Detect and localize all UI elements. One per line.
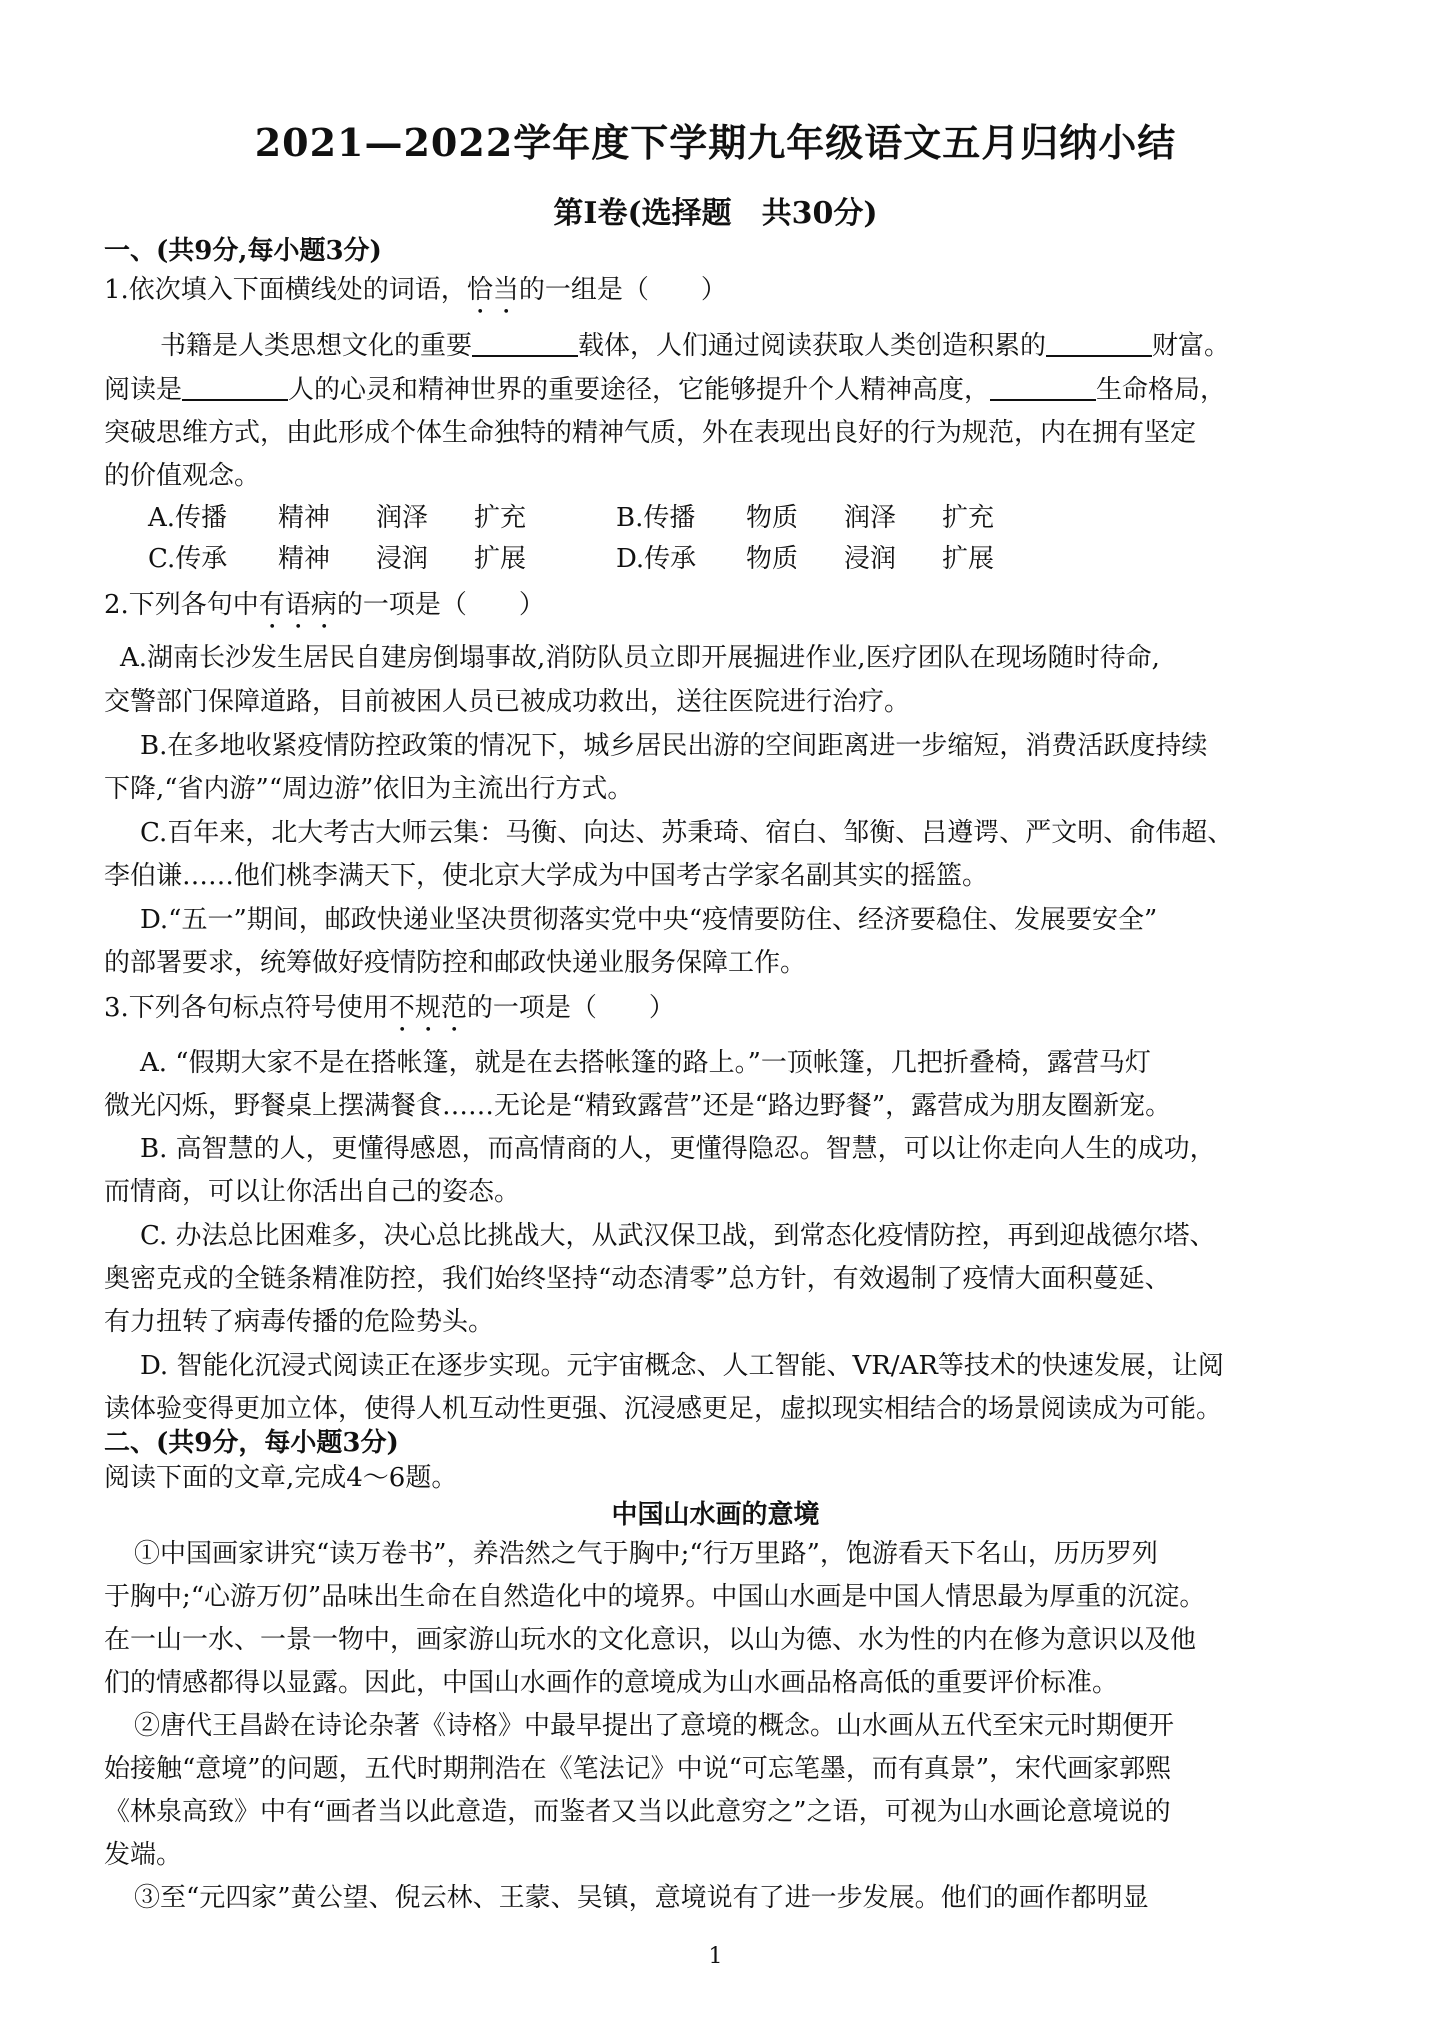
question-1-passage-line: 突破思维方式，由此形成个体生命独特的精神气质，外在表现出良好的行为规范，内在拥有坚定 xyxy=(104,418,1197,448)
question-3-option-line: 读体验变得更加立体，使得人机互动性更强、沉浸感更足，虚拟现实相结合的场景阅读成为可能。 xyxy=(104,1394,1223,1424)
section-two-instruction: 阅读下面的文章,完成4～6题。 xyxy=(104,1463,458,1493)
question-2-option-line: C.百年来，北大考古大师云集：马衡、向达、苏秉琦、宿白、邹衡、吕遵谔、严文明、俞伟超、 xyxy=(140,818,1234,848)
question-3-option-line: C. 办法总比困难多，决心总比挑战大，从武汉保卫战，到常态化疫情防控，再到迎战德尔塔、 xyxy=(140,1221,1216,1251)
article-paragraph-line: 于胸中;“心游万仞”品味出生命在自然造化中的境界。中国山水画是中国人情思最为厚重的沉淀。 xyxy=(104,1582,1206,1612)
question-3-option-line: B. 高智慧的人，更懂得感恩，而高情商的人，更懂得隐忍。智慧，可以让你走向人生的成功， xyxy=(140,1134,1216,1164)
question-3-option-line: 奥密克戎的全链条精准防控，我们始终坚持“动态清零”总方针，有效遏制了疫情大面积蔓延、 xyxy=(104,1264,1171,1294)
section-one-heading: 一、(共9分,每小题3分) xyxy=(104,236,382,266)
article-paragraph-line: 始接触“意境”的问题，五代时期荆浩在《笔法记》中说“可忘笔墨，而有真景”，宋代画家郭熙 xyxy=(104,1754,1172,1784)
option-c: C.传承 精神 浸润 扩展 xyxy=(148,544,527,574)
option-a: A.传播 精神 润泽 扩充 xyxy=(148,503,527,533)
article-title: 中国山水画的意境 xyxy=(611,1500,820,1530)
question-1-stem: 1.依次填入下面横线处的词语，恰当的一组是（ ） xyxy=(104,275,727,305)
question-1-passage-line: 阅读是 人的心灵和精神世界的重要途径，它能够提升个人精神高度， 生命格局， xyxy=(104,375,1227,405)
question-2-option-line: D.“五一”期间，邮政快递业坚决贯彻落实党中央“疫情要防住、经济要稳住、发展要安全” xyxy=(140,905,1158,935)
page-title: 2021—2022学年度下学期九年级语文五月归纳小结 xyxy=(254,120,1177,165)
answer-blank xyxy=(990,373,1096,401)
article-paragraph-line: ①中国画家讲究“读万卷书”，养浩然之气于胸中;“行万里路”，饱游看天下名山，历历罗列 xyxy=(134,1539,1158,1569)
question-2-option-line: 下降,“省内游”“周边游”依旧为主流出行方式。 xyxy=(104,774,634,804)
question-2-stem: 2.下列各句中有语病的一项是（ ） xyxy=(104,590,545,620)
question-2-option-line: 交警部门保障道路，目前被困人员已被成功救出，送往医院进行治疗。 xyxy=(104,687,911,717)
article-paragraph-line: ③至“元四家”黄公望、倪云林、王蒙、吴镇，意境说有了进一步发展。他们的画作都明显 xyxy=(134,1883,1149,1913)
option-d: D.传承 物质 浸润 扩展 xyxy=(616,544,995,574)
question-2-option-line: 李伯谦……他们桃李满天下，使北京大学成为中国考古学家名副其实的摇篮。 xyxy=(104,861,989,891)
article-paragraph-line: 发端。 xyxy=(104,1840,183,1870)
question-3-stem: 3.下列各句标点符号使用不规范的一项是（ ） xyxy=(104,993,675,1023)
section-two-heading: 二、(共9分，每小题3分) xyxy=(104,1428,399,1458)
article-paragraph-line: 在一山一水、一景一物中，画家游山玩水的文化意识，以山为德、水为性的内在修为意识以及他 xyxy=(104,1625,1197,1655)
page-subtitle: 第Ⅰ卷(选择题 共30分) xyxy=(553,196,878,231)
question-2-option-line: 的部署要求，统筹做好疫情防控和邮政快递业服务保障工作。 xyxy=(104,948,807,978)
question-2-option-line: B.在多地收紧疫情防控政策的情况下，城乡居民出游的空间距离进一步缩短，消费活跃度持续 xyxy=(140,731,1208,761)
article-paragraph-line: 《林泉高致》中有“画者当以此意造，而鉴者又当以此意穷之”之语，可视为山水画论意境说的 xyxy=(104,1797,1171,1827)
question-1-option-row xyxy=(148,541,994,577)
question-2-option-line: A.湖南长沙发生居民自建房倒塌事故,消防队员立即开展掘进作业,医疗团队在现场随时待命, xyxy=(120,643,1160,673)
question-3-option-line: 微光闪烁，野餐桌上摆满餐食……无论是“精致露营”还是“路边野餐”，露营成为朋友圈新宠。 xyxy=(104,1091,1172,1121)
page-number: 1 xyxy=(708,1944,723,1969)
answer-blank xyxy=(1046,329,1152,357)
question-3-option-line: A. “假期大家不是在搭帐篷，就是在去搭帐篷的路上。”一顶帐篷，几把折叠椅，露营马灯 xyxy=(140,1048,1151,1078)
answer-blank xyxy=(182,373,288,401)
article-paragraph-line: ②唐代王昌龄在诗论杂著《诗格》中最早提出了意境的概念。山水画从五代至宋元时期便开 xyxy=(134,1711,1175,1741)
question-3-option-line: 而情商，可以让你活出自己的姿态。 xyxy=(104,1177,521,1207)
question-1-passage-line: 的价值观念。 xyxy=(104,461,261,491)
option-b: B.传播 物质 润泽 扩充 xyxy=(616,503,995,533)
question-1-option-row xyxy=(148,500,994,536)
article-paragraph-line: 们的情感都得以显露。因此，中国山水画作的意境成为山水画品格高低的重要评价标准。 xyxy=(104,1668,1119,1698)
answer-blank xyxy=(472,329,578,357)
question-3-option-line: 有力扭转了病毒传播的危险势头。 xyxy=(104,1307,495,1337)
question-1-passage-line: 书籍是人类思想文化的重要 载体，人们通过阅读获取人类创造积累的 财富。 xyxy=(160,331,1231,361)
question-3-option-line: D. 智能化沉浸式阅读正在逐步实现。元宇宙概念、人工智能、VR/AR等技术的快速发展，让阅 xyxy=(140,1351,1224,1381)
